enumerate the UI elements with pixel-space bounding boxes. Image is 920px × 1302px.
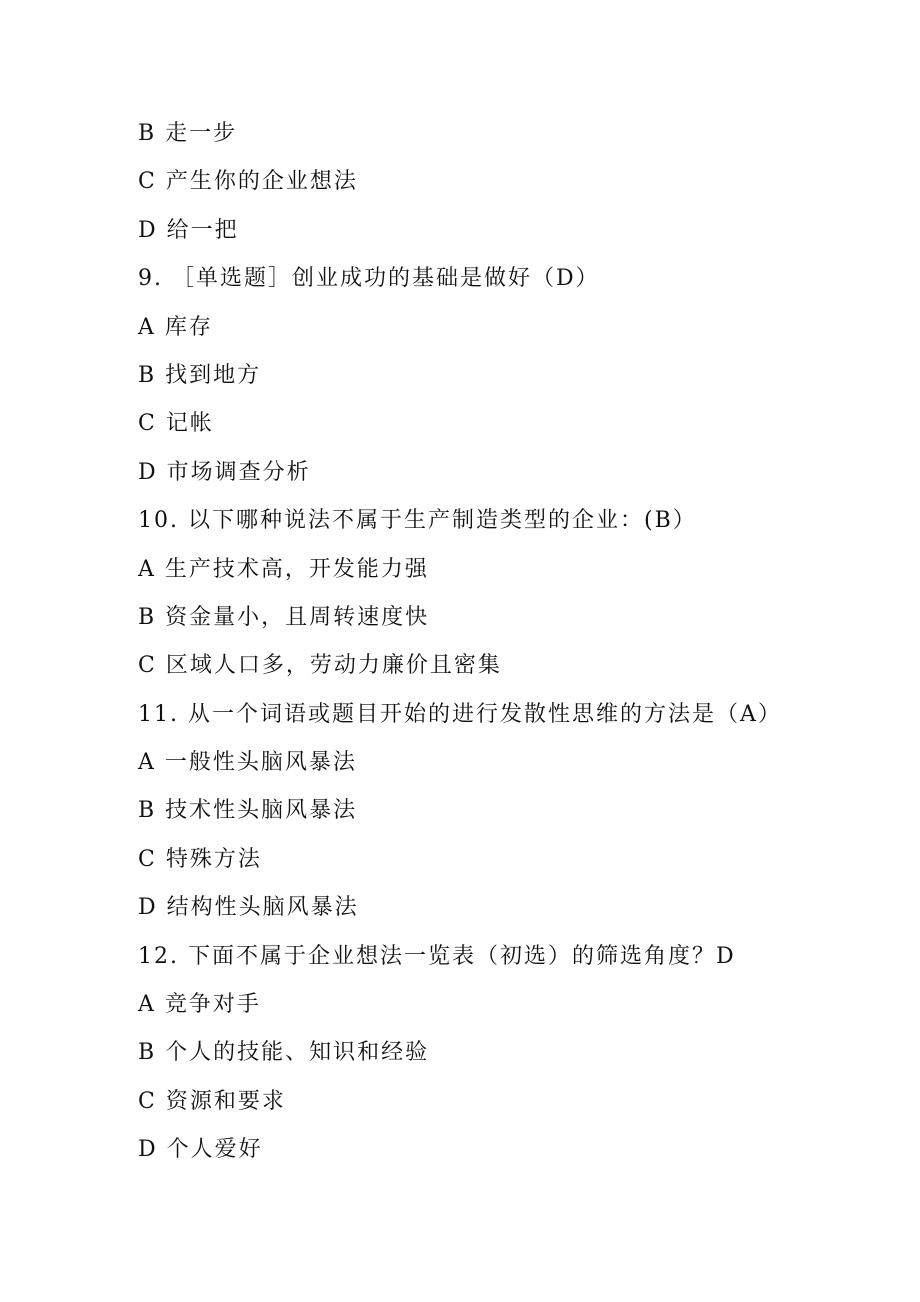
option-c-line: C 产生你的企业想法 [138, 169, 358, 195]
q10-option-c: C 区域人口多，劳动力廉价且密集 [138, 653, 502, 679]
q10-option-b: B 资金量小，且周转速度快 [138, 604, 430, 630]
q12-option-d: D 个人爱好 [138, 1137, 263, 1163]
option-b-line: B 走一步 [138, 121, 238, 146]
question-9: 9. ［单选题］创业成功的基础是做好（D） [138, 266, 600, 292]
question-list [138, 110, 898, 1175]
q11-option-d: D 结构性头脑风暴法 [138, 895, 359, 921]
q11-option-a: A 一般性头脑风暴法 [138, 750, 357, 776]
q12-option-b: B 个人的技能、知识和经验 [138, 1040, 430, 1066]
q10-option-a: A 生产技术高，开发能力强 [138, 556, 429, 582]
q9-option-a: A 库存 [138, 314, 213, 340]
q11-option-c: C 特殊方法 [138, 846, 262, 872]
question-12: 12. 下面不属于企业想法一览表（初选）的筛选角度？D [138, 943, 736, 969]
q12-option-c: C 资源和要求 [138, 1088, 286, 1114]
option-d-line: D 给一把 [138, 217, 239, 243]
q12-option-a: A 竞争对手 [138, 992, 261, 1018]
q11-option-b: B 技术性头脑风暴法 [138, 798, 358, 824]
question-10: 10. 以下哪种说法不属于生产制造类型的企业：(B） [138, 508, 697, 534]
question-11: 11. 从一个词语或题目开始的进行发散性思维的方法是（A） [138, 701, 782, 727]
q9-option-c: C 记帐 [138, 411, 214, 437]
q9-option-b: B 找到地方 [138, 362, 262, 388]
q9-option-d: D 市场调查分析 [138, 459, 311, 485]
